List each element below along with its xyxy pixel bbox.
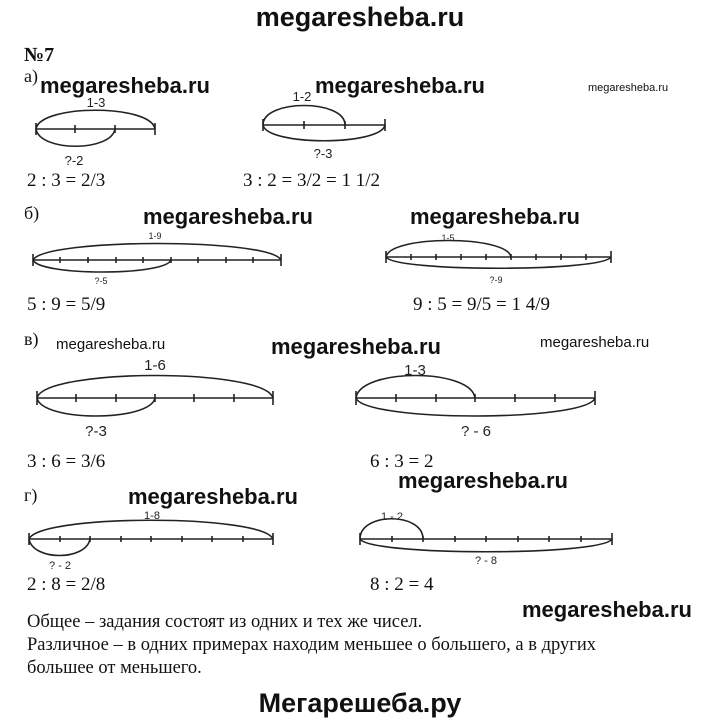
watermark: megaresheba.ru	[410, 204, 580, 229]
watermark: megaresheba.ru	[588, 82, 669, 94]
equation: 6 : 3 = 2	[370, 451, 434, 472]
equation: 3 : 6 = 3/6	[27, 451, 106, 472]
exercise-number: №7	[24, 44, 55, 66]
part-label-b: б)	[24, 203, 40, 223]
watermark: megaresheba.ru	[398, 468, 568, 493]
segment-label: 1-6	[144, 357, 166, 374]
segment-diagram-a2	[263, 106, 385, 141]
segment-label: ?-3	[85, 423, 107, 440]
watermark: megaresheba.ru	[143, 204, 313, 229]
segment-label: 1 - 2	[380, 511, 404, 523]
segment-label: ? - 2	[48, 560, 72, 572]
segment-diagram-g1	[29, 520, 273, 555]
site-header: megaresheba.ru	[255, 2, 465, 32]
segment-label: 1-9	[148, 231, 162, 241]
segment-label: ? - 6	[460, 423, 492, 440]
part-label-a: а)	[24, 66, 38, 86]
segment-diagram-g2	[360, 519, 612, 552]
segment-label: ?-2	[64, 153, 84, 168]
segment-label: ?-3	[313, 146, 333, 161]
segment-diagram-a1	[36, 110, 155, 146]
watermark: megaresheba.ru	[271, 334, 441, 359]
part-label-g: г)	[24, 485, 38, 505]
equation: 2 : 3 = 2/3	[27, 170, 106, 191]
segment-diagram-b2	[386, 241, 611, 269]
segment-diagram-v1	[37, 376, 273, 417]
watermark: megaresheba.ru	[522, 597, 692, 622]
watermark: megaresheba.ru	[128, 484, 298, 509]
conclusion-line: Общее – задания состоят из одних и тех же чисел.	[27, 612, 423, 632]
site-footer: Мегарешеба.ру	[258, 688, 462, 718]
segment-label: 1-8	[144, 510, 160, 522]
segment-label: 1-5	[441, 233, 455, 243]
watermark: megaresheba.ru	[40, 73, 210, 98]
conclusion-line: большее от меньшего.	[27, 658, 202, 678]
segment-diagram-b1	[33, 244, 281, 273]
segment-label: ?-9	[489, 275, 503, 285]
segment-label: 1-3	[404, 362, 426, 379]
equation: 2 : 8 = 2/8	[27, 574, 106, 595]
part-label-v: в)	[24, 329, 39, 349]
segment-label: ?-5	[94, 276, 108, 286]
equation: 9 : 5 = 9/5 = 1 4/9	[413, 294, 551, 315]
watermark: megaresheba.ru	[56, 336, 166, 353]
segment-diagram-v2	[356, 376, 595, 417]
segment-label: 1-3	[86, 95, 106, 110]
conclusion-line: Различное – в одних примерах находим меньшее о большего, а в других	[27, 635, 597, 655]
watermark: megaresheba.ru	[540, 334, 650, 351]
segment-label: ? - 8	[474, 555, 498, 567]
equation: 8 : 2 = 4	[370, 574, 434, 595]
equation: 3 : 2 = 3/2 = 1 1/2	[243, 170, 381, 191]
equation: 5 : 9 = 5/9	[27, 294, 106, 315]
segment-label: 1-2	[292, 89, 312, 104]
watermark: megaresheba.ru	[315, 73, 485, 98]
